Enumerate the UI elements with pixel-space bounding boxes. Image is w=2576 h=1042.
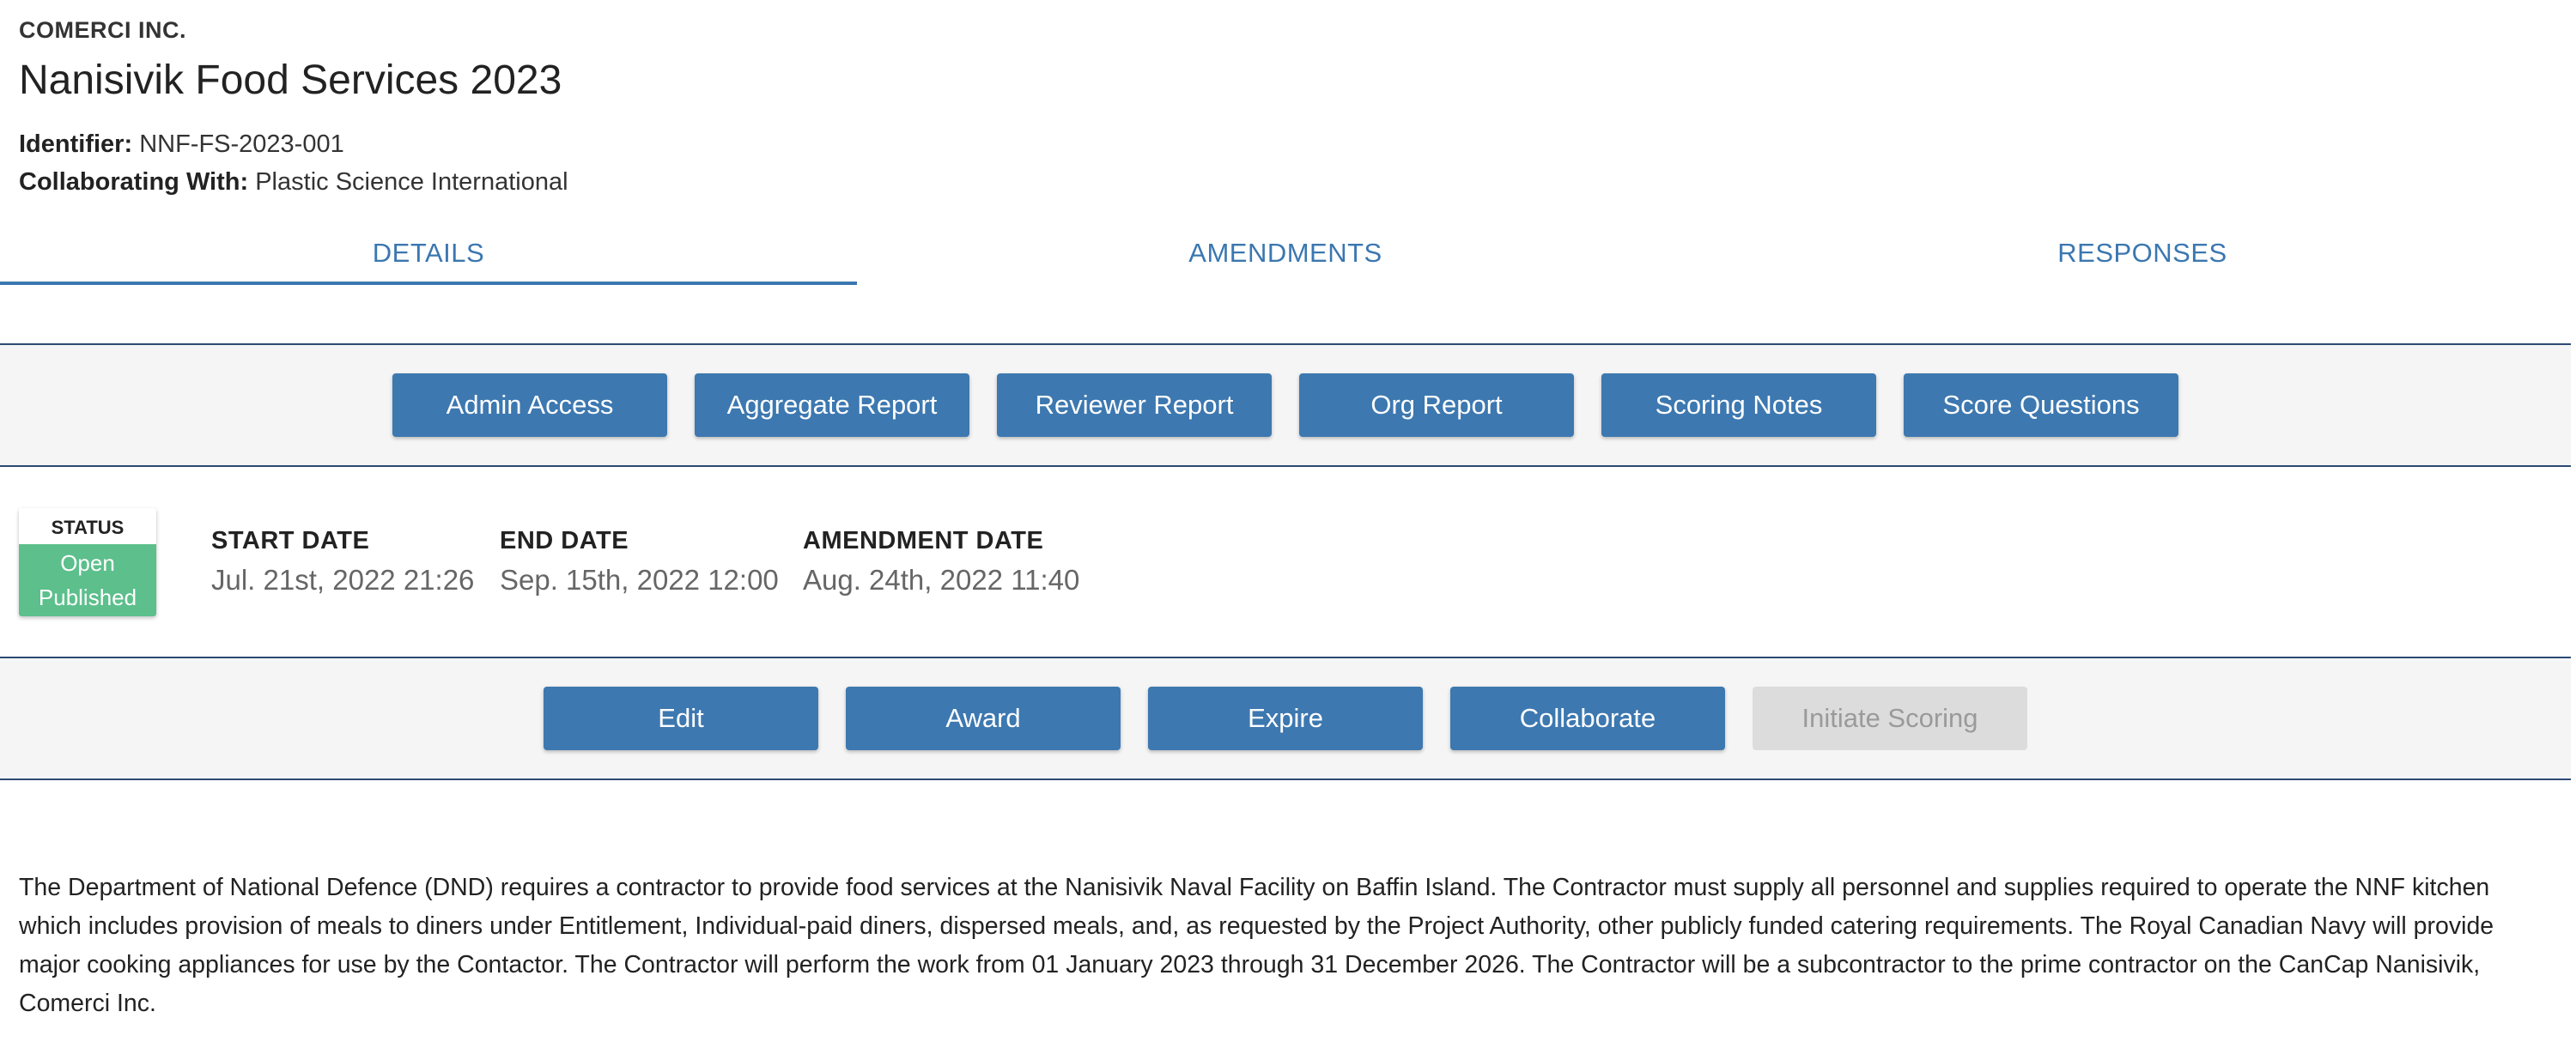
tab-bar bbox=[0, 225, 2571, 287]
expire-button[interactable]: Expire bbox=[1148, 687, 1423, 750]
status-state: Open bbox=[60, 550, 115, 576]
description-text: The Department of National Defence (DND) requires a contractor to provide food services at the Nanisivik Naval Facility on Baffin Island. The Contractor must supply all personnel and supplies required to operate the NNF kitchen which includes provision of meals to diners under Entitlement, Individual-paid diners, dispersed meals, and, as requested by the Project Authority, other publicly funded catering requirements. The Royal Canadian Navy will provide major cooking appliances for use by the Contactor. The Contractor will perform the work from 01 January 2023 through 31 December 2026. The Contractor will be a subcontractor to the prime contractor on the CanCap Nanisivik, Comerci Inc. bbox=[19, 874, 2494, 1017]
end-date-block bbox=[500, 527, 779, 597]
action-toolbar bbox=[0, 657, 2571, 780]
status-badge bbox=[19, 508, 156, 616]
admin-access-button[interactable]: Admin Access bbox=[392, 373, 667, 437]
collaborating-label: Collaborating With: bbox=[19, 168, 249, 196]
page-title: Nanisivik Food Services 2023 bbox=[19, 58, 562, 103]
initiate-scoring-button[interactable]: Initiate Scoring bbox=[1753, 687, 2027, 750]
amendment-date-block bbox=[803, 527, 1079, 597]
end-date-value: Sep. 15th, 2022 12:00 bbox=[500, 564, 779, 596]
tab-amendments[interactable]: AMENDMENTS bbox=[1188, 238, 1382, 268]
status-body bbox=[19, 544, 156, 616]
identifier-value: NNF-FS-2023-001 bbox=[139, 130, 344, 158]
organization-name: COMERCI INC. bbox=[19, 17, 186, 43]
amendment-date-value: Aug. 24th, 2022 11:40 bbox=[803, 564, 1080, 596]
tab-responses[interactable]: RESPONSES bbox=[2057, 238, 2227, 268]
collaborate-button[interactable]: Collaborate bbox=[1450, 687, 1725, 750]
identifier-label: Identifier: bbox=[19, 130, 133, 158]
score-questions-button[interactable]: Score Questions bbox=[1904, 373, 2178, 437]
status-publication: Published bbox=[38, 585, 137, 610]
start-date-label: START DATE bbox=[211, 527, 370, 554]
edit-button[interactable]: Edit bbox=[544, 687, 818, 750]
amendment-date-label: AMENDMENT DATE bbox=[803, 527, 1044, 554]
end-date-label: END DATE bbox=[500, 527, 629, 554]
reviewer-report-button[interactable]: Reviewer Report bbox=[997, 373, 1272, 437]
report-toolbar bbox=[0, 343, 2571, 467]
start-date-block bbox=[211, 527, 474, 597]
org-report-button[interactable]: Org Report bbox=[1299, 373, 1574, 437]
collaborating-value: Plastic Science International bbox=[255, 168, 568, 196]
start-date-value: Jul. 21st, 2022 21:26 bbox=[211, 564, 475, 596]
status-label: STATUS bbox=[51, 517, 125, 538]
collaborating-line bbox=[19, 168, 568, 197]
award-button[interactable]: Award bbox=[846, 687, 1121, 750]
identifier-line bbox=[19, 130, 344, 159]
tab-details[interactable]: DETAILS bbox=[0, 225, 857, 287]
aggregate-report-button[interactable]: Aggregate Report bbox=[695, 373, 969, 437]
scoring-notes-button[interactable]: Scoring Notes bbox=[1601, 373, 1876, 437]
